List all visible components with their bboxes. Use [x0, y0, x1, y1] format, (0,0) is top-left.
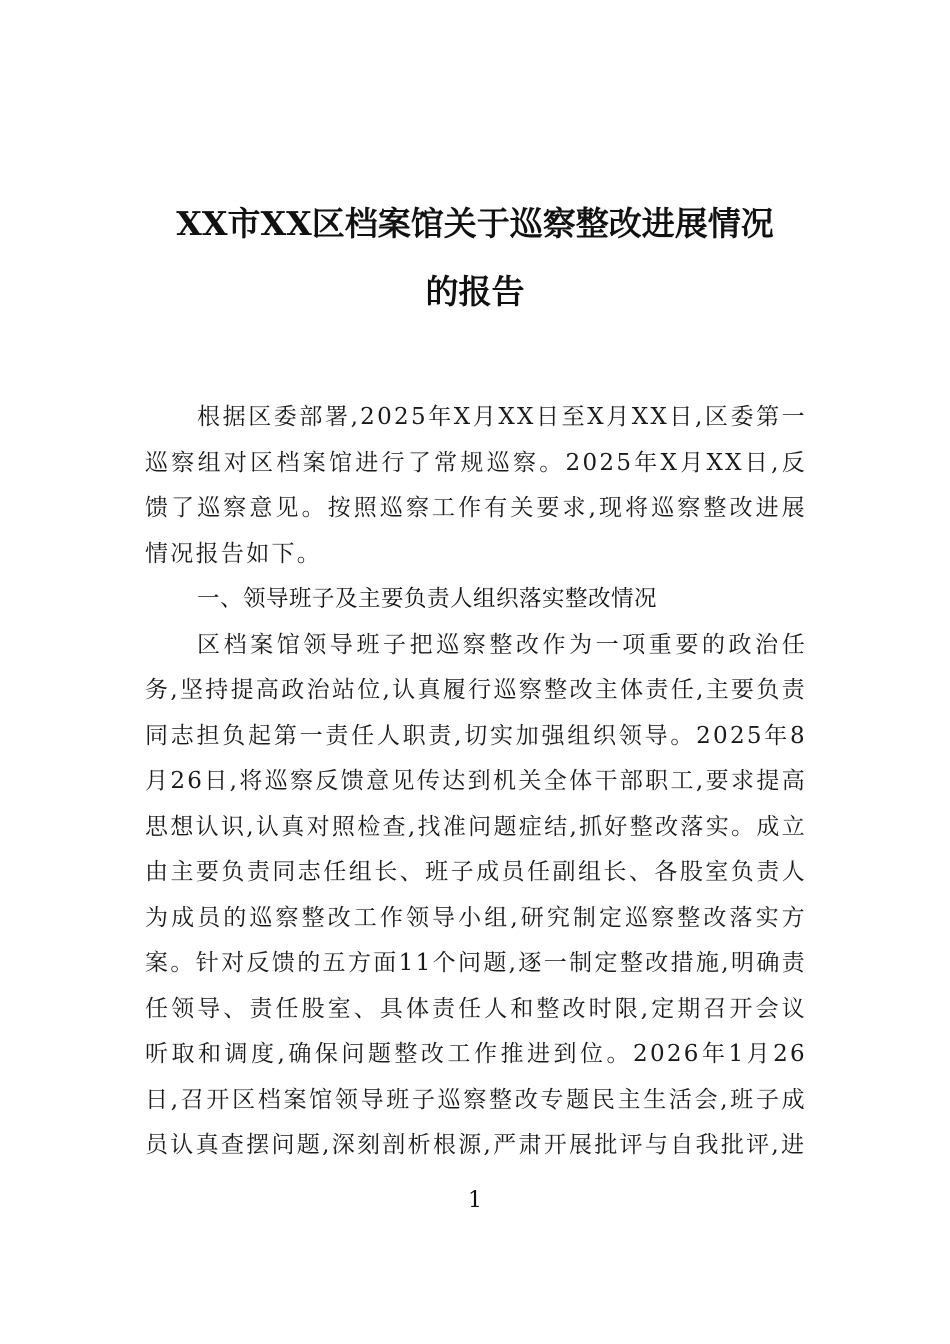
- section-1-paragraph: 区档案馆领导班子把巡察整改作为一项重要的政治任务,坚持提高政治站位,认真履行巡察整改主体责任,主要负责同志担负起第一责任人职责,切实加强组织领导。2025年8月26日,将巡察反馈意见传达到机关全体干部职工,要求提高思想认识,认真对照检查,找准问题症结,抓好整改落实。成立由主要负责同志任组长、班子成员任副组长、各股室负责人为成员的巡察整改工作领导小组,研究制定巡察整改落实方案。针对反馈的五方面11个问题,逐一制定整改措施,明确责任领导、责任股室、具体责任人和整改时限,定期召开会议听取和调度,确保问题整改工作推进到位。2026年1月26日,召开区档案馆领导班子巡察整改专题民主生活会,班子成员认真查摆问题,深刻剖析根源,严肃开展批评与自我批评,进: [145, 631, 807, 1158]
- document-body: [145, 395, 807, 1169]
- section-heading-1: 一、领导班子及主要负责人组织落实整改情况: [197, 586, 658, 612]
- title-line-2: 的报告: [425, 272, 525, 311]
- title-line-1: XX市XX区档案馆关于巡察整改进展情况: [176, 204, 774, 243]
- document-title: [140, 190, 810, 326]
- intro-paragraph: 根据区委部署,2025年X月XX日至X月XX日,区委第一巡察组对区档案馆进行了常规巡察。2025年X月XX日,反馈了巡察意见。按照巡察工作有关要求,现将巡察整改进展情况报告如下。: [145, 404, 807, 567]
- page-number: 1: [468, 1188, 482, 1213]
